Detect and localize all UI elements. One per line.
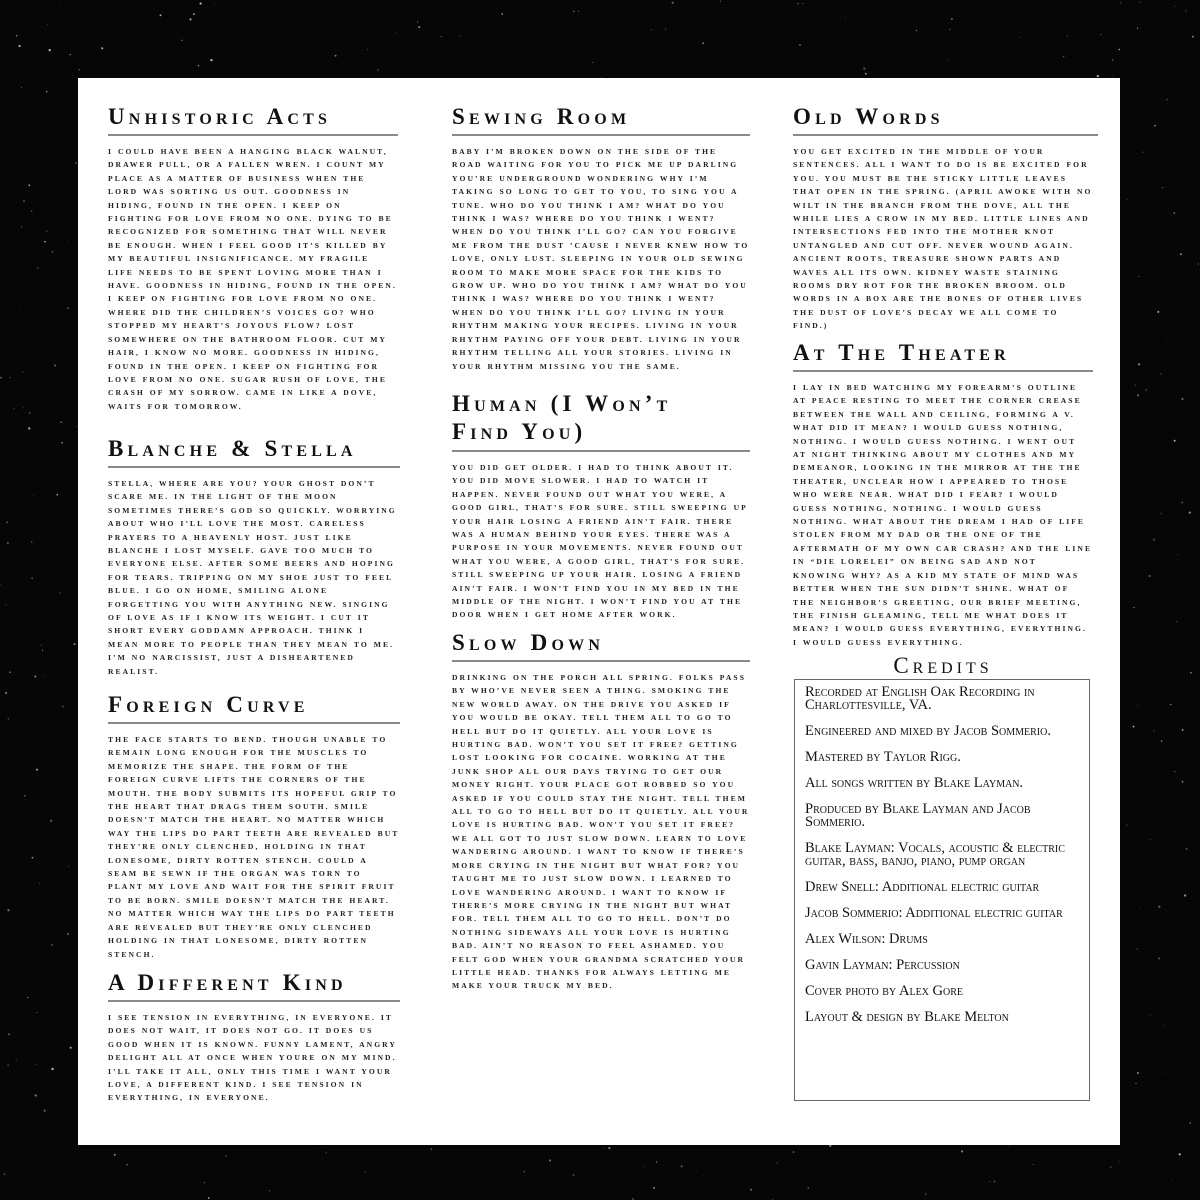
speckle <box>1174 440 1176 442</box>
speckle <box>1137 394 1139 396</box>
speckle <box>39 883 40 884</box>
speckle <box>4 1173 6 1175</box>
song-lyrics: I LAY IN BED WATCHING MY FOREARM’S OUTLINE AT PEACE RESTING TO MEET THE CORNER CREASE BETWEEN THE WALL AND CEILING, FORMING A V. WHAT DID IT MEAN? I WOULD GUESS NOTHING, NOTHING. I WOULD GUESS NOTHING. I WENT OUT AT NIGHT THINKING ABOUT MY CLOTHES AND MY DEMEANOR, LOOKING IN THE MIRROR AT THE THE THEATER, UNCLEAR HOW I APPEARED TO THOSE WHO WERE NEAR. WHAT DID I FEAR? I WOULD GUESS NOTHING, NOTHING. I WOULD GUESS NOTHING. WHAT ABOUT THE DREAM I HAD OF LIFE STOLEN FROM MY DAD OR THE ONE OF THE AFTERMATH OF MY OWN CAR CRASH? AND THE LINE IN “DIE LORELEI” ON BEING SAD AND NOT KNOWING WHY? AS A KID MY STATE OF MIND WAS BETTER WHEN THE SUN DIDN’T SHINE. WHAT OF THE NEIGHBOR’S GREETING, OUR BRIEF MEETING, THE FINISH GLEAMING, TELL ME WHAT DOES IT MEAN? I WOULD GUESS EVERYTHING, EVERYTHING. I WOULD GUESS EVERYTHING. <box>793 383 1093 647</box>
speckle <box>1180 253 1182 255</box>
speckle <box>1120 2 1121 3</box>
speckle <box>15 1059 17 1061</box>
speckle <box>1172 1180 1173 1181</box>
speckle <box>47 24 48 25</box>
speckle <box>7 542 9 544</box>
speckle <box>54 364 56 366</box>
speckle <box>367 49 368 50</box>
speckle <box>1182 745 1183 746</box>
speckle <box>23 200 24 201</box>
speckle <box>1097 75 1099 77</box>
speckle <box>7 1064 9 1066</box>
speckle <box>951 18 953 20</box>
speckle <box>863 67 865 69</box>
song-title: Old Words <box>793 104 1098 136</box>
speckle <box>672 2 674 4</box>
speckle <box>0 377 2 379</box>
speckle <box>35 1094 37 1096</box>
speckle <box>1173 212 1175 214</box>
speckle <box>665 28 666 29</box>
speckle <box>396 33 397 34</box>
speckle <box>36 1012 37 1013</box>
speckle <box>70 1047 72 1049</box>
speckle <box>23 407 24 408</box>
speckle <box>44 676 45 677</box>
song-slow-down <box>452 630 750 993</box>
speckle <box>632 1198 633 1199</box>
speckle <box>377 69 379 71</box>
speckle <box>8 1033 10 1035</box>
speckle <box>1182 781 1184 783</box>
speckle <box>49 49 51 51</box>
speckle <box>1167 342 1168 343</box>
speckle <box>5 692 7 694</box>
speckle <box>10 377 11 378</box>
speckle <box>1153 539 1155 541</box>
speckle <box>21 87 22 88</box>
song-title: Blanche & Stella <box>108 436 400 468</box>
speckle <box>1169 213 1170 214</box>
speckle <box>44 1110 46 1112</box>
speckle <box>993 1180 995 1182</box>
song-lyrics: YOU GET EXCITED IN THE MIDDLE OF YOUR SENTENCES. ALL I WANT TO DO IS BE EXCITED FOR YOU. YOU MUST BE THE STICKY LITTLE LEAVES THAT OPEN IN THE SPRING. (APRIL AWOKE WITH NO WILT IN THE BRANCH FROM THE DOVE, ALL THE WHILE LIES A CROW IN MY BED. LITTLE LINES AND INTERSECTIONS FED INTO THE MOTHER KNOT UNTANGLED AND CUT OFF. NEVER WOUND AGAIN. ANCIENT ROOTS, TREASURE SHOWN PARTS AND WAVES ALL ITS OWN. KIDNEY WASTE STAINING ROOMS DRY ROT FOR THE BROKEN BROOM. OLD WORDS IN A BOX ARE THE BONES OF OTHER LIVES THE DUST OF LOVE’S DECAY WE ALL COME TO FIND.) <box>793 147 1093 331</box>
speckle <box>797 3 798 4</box>
speckle <box>44 241 46 243</box>
speckle <box>24 795 26 797</box>
speckle <box>1112 75 1113 76</box>
speckle <box>59 592 61 594</box>
speckle <box>16 294 17 295</box>
speckle <box>204 1182 205 1183</box>
speckle <box>777 1162 778 1163</box>
speckle <box>572 1174 574 1176</box>
song-lyrics: YOU DID GET OLDER. I HAD TO THINK ABOUT IT. YOU DID MOVE SLOWER. I HAD TO WATCH IT HAPPEN. NEVER FOUND OUT WHAT YOU WERE, A GOOD GIRL, THAT’S FOR SURE. STILL SWEEPING UP YOUR HAIR LOSING A FRIEND AIN’T FAIR. THERE WAS A HUMAN BEHIND YOUR EYES. THERE WAS A PURPOSE IN YOUR MOVEMENTS. NEVER FOUND OUT WHAT YOU WERE, A GOOD GIRL, THAT’S FOR SURE. STILL SWEEPING UP YOUR HAIR. LOSING A FRIEND AIN’T FAIR. I WON’T FIND YOU IN MY BED IN THE MIDDLE OF THE NIGHT. I WON’T FIND YOU AT THE DOOR WHEN I GET HOME AFTER WORK. <box>452 463 748 620</box>
speckle <box>989 1181 990 1182</box>
speckle <box>210 59 212 61</box>
speckle <box>523 1171 525 1173</box>
speckle <box>953 60 954 61</box>
speckle <box>608 1147 610 1149</box>
song-lyrics: I SEE TENSION IN EVERYTHING, IN EVERYONE. IT DOES NOT WAIT, IT DOES NOT GO. IT DOES US GOOD WHEN IT IS KNOWN. FUNNY LAMENT, ANGRY DELIGHT ALL AT ONCE WHEN YOURE ON MY MIND. I’LL TAKE IT ALL, ONLY THIS TIME I WANT YOUR LOVE, A DIFFERENT KIND. I SEE TENSION IN EVERYTHING, IN EVERYONE. <box>108 1013 397 1103</box>
speckle <box>28 427 30 429</box>
speckle <box>50 820 52 822</box>
speckle <box>549 1159 551 1161</box>
speckle <box>61 422 62 423</box>
speckle <box>1134 607 1135 608</box>
speckle <box>21 226 23 228</box>
speckle <box>126 1164 128 1166</box>
speckle <box>441 36 442 37</box>
speckle <box>573 11 574 12</box>
credit-item: Layout & design by Blake Melton <box>805 1009 1009 1025</box>
credits-box <box>794 679 1090 1101</box>
song-old-words <box>793 104 1098 333</box>
speckle <box>720 1 721 2</box>
speckle <box>1192 36 1194 38</box>
speckle <box>460 36 461 37</box>
speckle <box>1190 1122 1192 1124</box>
speckle <box>1138 363 1140 365</box>
speckle <box>578 11 579 12</box>
speckle <box>1143 152 1144 153</box>
speckle <box>793 1151 795 1153</box>
speckle <box>353 1198 354 1199</box>
speckle <box>643 1167 644 1168</box>
speckle <box>75 162 77 164</box>
speckle <box>1118 49 1120 51</box>
speckle <box>1185 10 1186 11</box>
speckle <box>1157 311 1159 313</box>
speckle <box>28 184 30 186</box>
speckle <box>374 39 375 40</box>
speckle <box>202 45 203 46</box>
song-lyrics: DRINKING ON THE PORCH ALL SPRING. FOLKS PASS BY WHO’VE NEVER SEEN A THING. SMOKING THE NEW WORLD AWAY. ON THE DRIVE YOU ASKED IF YOU WOULD BE OKAY. TELL THEM ALL TO GO TO HELL BUT DO IT QUIETLY. ALL YOUR LOVE IS HURTING BAD. WON’T YOU SET IT FREE? GETTING LOST LOOKING FOR COCAINE. WORKING AT THE JUNK SHOP ALL OUR DAYS TRYING TO GET OUR MONEY RIGHT. YOUR PLACE GOT ROBBED SO YOU ASKED IF YOU COULD STAY THE NIGHT. TELL THEM ALL TO GO TO HELL BUT DO IT QUIETLY. ALL YOUR LOVE IS HURTING BAD. WON’T YOU SET IT FREE? WE ALL GOT TO JUST SLOW DOWN. LEARN TO LOVE WANDERING AROUND. I WANT TO KNOW IF THERE’S MORE CRYING IN THE NIGHT BUT WHAT FOR? YOU TAUGHT ME TO JUST SLOW DOWN. I LEARNED TO LOVE WANDERING AROUND. I WANT TO KNOW IF THERE’S MORE CRYING IN THE NIGHT BUT WHAT FOR. TELL THEM ALL TO GO TO HELL. DON’T DO NOTHING SIDEWAYS ALL YOUR LOVE IS HURTING BAD. AIN’T NO REASON TO FEEL ASHAMED. YOU FELT GOD WHEN YOUR GRANDMA SCRATCHED YOUR LITTLE HEAD. THANKS FOR ALWAYS LETTING ME MAKE YOUR TRUCK MY BED. <box>452 673 750 991</box>
speckle <box>1110 1166 1111 1167</box>
speckle <box>1127 825 1128 826</box>
speckle <box>36 1064 37 1065</box>
speckle <box>1151 617 1152 618</box>
credit-item: Drew Snell: Additional electric guitar <box>805 879 1040 895</box>
speckle <box>46 230 48 232</box>
speckle <box>8 718 10 720</box>
speckle <box>101 47 103 49</box>
song-a-different-kind <box>108 970 400 1105</box>
speckle <box>799 44 801 46</box>
speckle <box>19 45 21 47</box>
speckle <box>418 26 420 28</box>
song-foreign-curve <box>108 692 400 961</box>
speckle <box>13 946 14 947</box>
speckle <box>1158 957 1160 959</box>
credit-item: All songs written by Blake Layman. <box>805 775 1024 791</box>
speckle <box>656 1161 658 1163</box>
song-title: Unhistoric Acts <box>108 104 398 136</box>
speckle <box>1174 771 1175 772</box>
speckle <box>592 62 593 63</box>
speckle <box>7 909 9 911</box>
speckle <box>61 442 62 443</box>
speckle <box>1161 373 1162 374</box>
speckle <box>59 1182 60 1183</box>
speckle <box>69 54 71 56</box>
speckle <box>114 1154 116 1156</box>
speckle <box>961 1150 963 1152</box>
speckle <box>200 3 202 5</box>
speckle <box>8 232 9 233</box>
speckle <box>79 69 80 70</box>
speckle <box>1135 385 1136 386</box>
speckle <box>1119 1161 1120 1162</box>
speckle <box>750 1189 752 1191</box>
speckle <box>1179 1153 1181 1155</box>
speckle <box>681 1165 683 1167</box>
speckle <box>1160 513 1162 515</box>
speckle <box>1153 730 1154 731</box>
speckle <box>189 18 191 20</box>
credit-item: Produced by Blake Layman and Jacob Sommerio. <box>805 801 1031 830</box>
song-lyrics: I COULD HAVE BEEN A HANGING BLACK WALNUT, DRAWER PULL, OR A FALLEN WREN. I COUNT MY PLACE AS A MATTER OF BUSINESS WHEN THE LORD WAS SORTING US OUT. GOODNESS IN HIDING, FOUND IN THE OPEN. I KEEP ON FIGHTING FOR LOVE FROM NO ONE. DYING TO BE RECOGNIZED FOR SOMETHING THAT WILL NEVER BE ENOUGH. WHEN I FEEL GOOD IT’S KILLED BY MY BEAUTIFUL INSIGNIFICANCE. MY FRAGILE LIFE NEEDS TO BE SPENT LOVING MORE THAN I HAVE. GOODNESS IN HIDING, FOUND IN THE OPEN. I KEEP ON FIGHTING FOR LOVE FROM NO ONE. WHERE DID THE CHILDREN’S VOICES GO? WHO STOPPED MY HEART’S JOYOUS FLOW? LOST SOMEWHERE ON THE BATHROOM FLOOR. CUT MY HAIR, I KNOW NO MORE. GOODNESS IN HIDING, FOUND IN THE OPEN. I KEEP ON FIGHTING FOR LOVE FROM NO ONE. SUGAR RUSH OF LOVE, THE CRASH OF MY SORROW. CAME IN LIKE A DOVE, WAITS FOR TOMORROW. <box>108 147 397 411</box>
speckle <box>808 1187 810 1189</box>
speckle <box>1181 398 1183 400</box>
speckle <box>1150 1015 1151 1016</box>
speckle <box>269 1190 270 1191</box>
speckle <box>60 3 61 4</box>
speckle <box>46 91 47 92</box>
speckle <box>181 40 182 41</box>
speckle <box>1135 1083 1136 1084</box>
speckle <box>1033 1164 1034 1165</box>
speckle <box>501 13 503 15</box>
speckle <box>1163 1025 1164 1026</box>
speckle <box>1100 34 1101 35</box>
song-lyrics: THE FACE STARTS TO BEND. THOUGH UNABLE TO REMAIN LONG ENOUGH FOR THE MUSCLES TO MEMORIZE THE SHAPE. THE FORM OF THE FOREIGN CURVE LIFTS THE CORNERS OF THE MOUTH. THE BODY SUBMITS ITS HOPEFUL GRIP TO THE HEART THAT DRAGS THEM SOUTH. SMILE DOESN’T MATCH THE HEART. NO MATTER WHICH WAY THE LIPS DO PART TEETH ARE REVEALED BUT THEY’RE ONLY CLENCHED, HOLDING IN THAT LONESOME, DIRTY ROTTEN STENCH. COULD A SEAM BE SEWN IF THE ORGAN WAS TORN TO PLANT MY LOVE AND WAIT FOR THE SPIRIT FRUIT TO BE BORN. SMILE DOESN’T MATCH THE HEART. NO MATTER WHICH WAY THE LIPS DO PART TEETH ARE REVEALED BUT THEY’RE ONLY CLENCHED HOLDING IN THAT LONESOME, DIRTY ROTTEN STENCH. <box>108 735 400 959</box>
song-blanche-stella <box>108 436 400 678</box>
speckle <box>651 29 652 30</box>
speckle <box>916 30 917 31</box>
speckle <box>1140 907 1141 908</box>
speckle <box>31 210 33 212</box>
speckle <box>1184 894 1186 896</box>
speckle <box>193 13 195 15</box>
speckle <box>31 542 32 543</box>
song-title: At The Theater <box>793 340 1093 372</box>
song-title: Slow Down <box>452 630 750 662</box>
speckle <box>40 644 42 646</box>
speckle <box>1176 621 1177 622</box>
speckle <box>948 60 949 61</box>
speckle <box>1138 276 1139 277</box>
speckle <box>0 584 1 585</box>
speckle <box>702 42 704 44</box>
speckle <box>9 672 10 673</box>
speckle <box>20 309 21 310</box>
credit-item: Blake Layman: Vocals, acoustic & electric guitar, bass, banjo, piano, pump organ <box>805 840 1065 869</box>
speckle <box>1133 726 1135 728</box>
speckle <box>52 251 54 253</box>
credit-item: Mastered by Taylor Rigg. <box>805 749 961 765</box>
speckle <box>320 1147 321 1148</box>
speckle <box>67 933 68 934</box>
speckle <box>1137 1072 1139 1074</box>
speckle <box>1161 1072 1162 1073</box>
speckle <box>1181 501 1183 503</box>
speckle <box>42 650 43 651</box>
speckle <box>24 9 25 10</box>
speckle <box>1139 2 1140 3</box>
speckle <box>31 577 33 579</box>
speckle <box>1067 35 1068 36</box>
speckle <box>32 857 34 859</box>
credit-item: Recorded at English Oak Recording in Charlottesville, VA. <box>805 684 1035 713</box>
speckle <box>51 1068 53 1070</box>
speckle <box>1174 6 1175 7</box>
speckle <box>1157 430 1158 431</box>
speckle <box>160 14 162 16</box>
speckle <box>1162 187 1164 189</box>
speckle <box>29 412 31 414</box>
speckle <box>1150 839 1151 840</box>
speckle <box>5 605 6 606</box>
speckle <box>949 29 950 30</box>
speckle <box>417 21 418 22</box>
song-title: A Different Kind <box>108 970 400 1002</box>
speckle <box>16 35 17 36</box>
speckle <box>1137 705 1138 706</box>
song-at-the-theater <box>793 340 1093 649</box>
speckle <box>1158 906 1160 908</box>
speckle <box>1149 575 1151 577</box>
speckle <box>13 407 15 409</box>
speckle <box>335 55 337 57</box>
credit-item: Engineered and mixed by Jacob Sommerio. <box>805 723 1051 739</box>
speckle <box>326 1152 327 1153</box>
speckle <box>1190 672 1191 673</box>
speckle <box>1137 28 1138 29</box>
speckle <box>803 3 804 4</box>
speckle <box>785 9 786 10</box>
speckle <box>1019 37 1020 38</box>
speckle <box>74 643 76 645</box>
speckle <box>37 267 39 269</box>
song-title: Human (I Won’t Find You) <box>452 390 750 452</box>
speckle <box>198 65 199 66</box>
song-title: Foreign Curve <box>108 692 400 724</box>
speckle <box>1161 740 1162 741</box>
speckle <box>51 944 53 946</box>
speckle <box>67 307 69 309</box>
speckle <box>1127 199 1128 200</box>
speckle <box>1166 99 1168 101</box>
speckle <box>1177 554 1178 555</box>
speckle <box>22 371 24 373</box>
speckle <box>703 1175 704 1176</box>
speckle <box>1112 59 1114 61</box>
speckle <box>1136 948 1138 950</box>
speckle <box>215 3 216 4</box>
speckle <box>604 1148 605 1149</box>
speckle <box>845 17 846 18</box>
credit-item: Alex Wilson: Drums <box>805 931 928 947</box>
song-lyrics: STELLA, WHERE ARE YOU? YOUR GHOST DON’T SCARE ME. IN THE LIGHT OF THE MOON SOMETIMES THERE’S GOD SO QUICKLY. WORRYING ABOUT WHO I’LL LOVE THE MOST. CARELESS PRAYERS TO A HEAVENLY HOST. JUST LIKE BLANCHE I LOST MYSELF. GAVE TOO MUCH TO EVERYONE ELSE. AFTER SOME BEERS AND HOPING FOR TEARS. TRIPPING ON MY SHOE JUST TO FEEL BLUE. I GO ON HOME, SMILING ALONE FORGETTING YOU WITH ANYTHING NEW. SINGING OF LOVE AS IF I KNOW ITS WEIGHT. I CUT IT SHORT EVERY GODDAMN APPROACH. THINK I MEAN MORE TO PEOPLE THAN THEY MEAN TO ME. I’M NO NARCISSIST, JUST A DISHEARTENED REALIST. <box>108 479 397 676</box>
song-lyrics: BABY I’M BROKEN DOWN ON THE SIDE OF THE ROAD WAITING FOR YOU TO PICK ME UP DARLING YOU’RE UNDERGROUND WONDERING WHY I’M TAKING SO LONG TO GET TO YOU, TO SING YOU A TUNE. WHO DO YOU THINK I AM? WHAT DO YOU THINK I WAS? WHERE DO YOU THINK I WENT? WHEN DO YOU THINK I’LL GO? CAN YOU FORGIVE ME FROM THE DUST ’CAUSE I NEVER KNEW HOW TO LOVE, ONLY LUST. SLEEPING IN YOUR OLD SEWING ROOM TO MAKE MORE SPACE FOR THE KIDS TO GROW UP. WHO DO YOU THINK I AM? WHAT DO YOU THINK I WAS? WHERE DO YOU THINK I WENT? WHEN DO YOU THINK I’LL GO? LIVING IN YOUR RHYTHM MAKING YOUR RECIPES. LIVING IN YOUR RHYTHM PAYING OFF YOUR DEBT. LIVING IN YOUR RHYTHM TELLING ALL YOUR STORIES. LIVING IN YOUR RHYTHM MISSING YOU THE SAME. <box>452 147 750 371</box>
speckle <box>1197 263 1198 264</box>
speckle <box>27 997 28 998</box>
speckle <box>865 73 867 75</box>
song-title: Sewing Room <box>452 104 750 136</box>
speckle <box>68 866 69 867</box>
speckle <box>365 1171 366 1172</box>
speckle <box>225 1156 226 1157</box>
credit-item: Jacob Sommerio: Additional electric guitar <box>805 905 1063 921</box>
song-unhistoric-acts <box>108 104 398 413</box>
speckle <box>56 494 58 496</box>
speckle <box>34 676 36 678</box>
speckle <box>1154 125 1155 126</box>
speckle <box>36 769 38 771</box>
credit-item: Cover photo by Alex Gore <box>805 983 964 999</box>
speckle <box>68 240 69 241</box>
speckle <box>62 706 64 708</box>
song-human <box>452 390 750 622</box>
speckle <box>431 1148 432 1149</box>
speckle <box>1146 389 1147 390</box>
credit-item: Gavin Layman: Percussion <box>805 957 960 973</box>
credits-title: Credits <box>893 653 993 678</box>
speckle <box>33 495 34 496</box>
speckle <box>653 1187 655 1189</box>
speckle <box>1182 729 1184 731</box>
speckle <box>208 1197 210 1199</box>
speckle <box>1063 56 1065 58</box>
song-sewing-room <box>452 104 750 373</box>
speckle <box>1170 704 1171 705</box>
speckle <box>1166 394 1167 395</box>
speckle <box>925 1194 926 1195</box>
speckle <box>6 522 8 524</box>
speckle <box>1189 511 1191 513</box>
speckle <box>1186 848 1188 850</box>
